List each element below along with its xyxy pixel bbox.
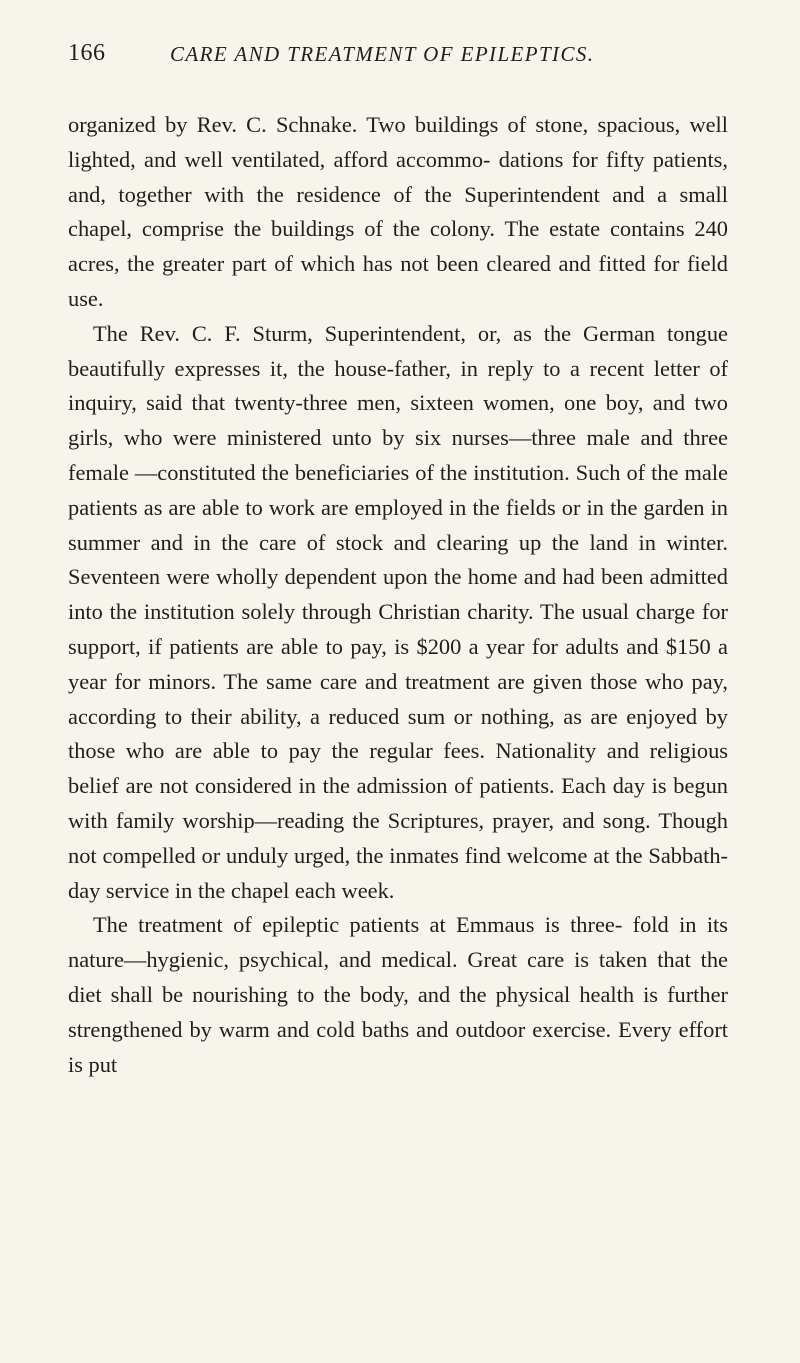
paragraph-sturm-report: The Rev. C. F. Sturm, Superintendent, or, as the German tongue beautifully expresses it, the house-father, in reply to a recent letter of inquiry, said that twenty-three men, sixteen women, one boy, and two girls, who were ministered unto by six nurses—three male and three female —constituted the beneficiaries of the institution. Such of the male patients as are able to work are employed in the fields or in the garden in summer and in the care of stock and clearing up the land in winter. Seventeen were wholly dependent upon the home and had been admitted into the institution solely through Christian charity. The usual charge for support, if patients are able to pay, is $200 a year for adults and $150 a year for minors. The same care and treatment are given those who pay, according to their ability, a reduced sum or nothing, as are enjoyed by those who are able to pay the regular fees. Nationality and religious belief are not considered in the admission of patients. Each day is begun with family worship—reading the Scriptures, prayer, and song. Though not compelled or unduly urged, the inmates find welcome at the Sabbath-day service in the chapel each week. [68, 320, 728, 903]
running-title: CARE AND TREATMENT OF EPILEPTICS. [170, 42, 595, 66]
page-number: 166 [68, 40, 106, 66]
paragraph-treatment: The treatment of epileptic patients at Emmaus is three- fold in its nature—hygienic, psychical, and medical. Great care is taken that the diet shall be nourishing to the body, and the physical health is further strengthened by warm and cold baths and outdoor exercise. Every effort is put [68, 912, 728, 1077]
body-text [68, 108, 728, 1082]
paragraph-continued: organized by Rev. C. Schnake. Two buildings of stone, spacious, well lighted, and well ventilated, afford accommo- dations for fifty patients, and, together with the residence of the Superintendent and a small chapel, comprise the buildings of the colony. The estate contains 240 acres, the greater part of which has not been cleared and fitted for field use. [68, 112, 728, 311]
book-page [68, 40, 728, 1082]
running-head [68, 40, 728, 80]
